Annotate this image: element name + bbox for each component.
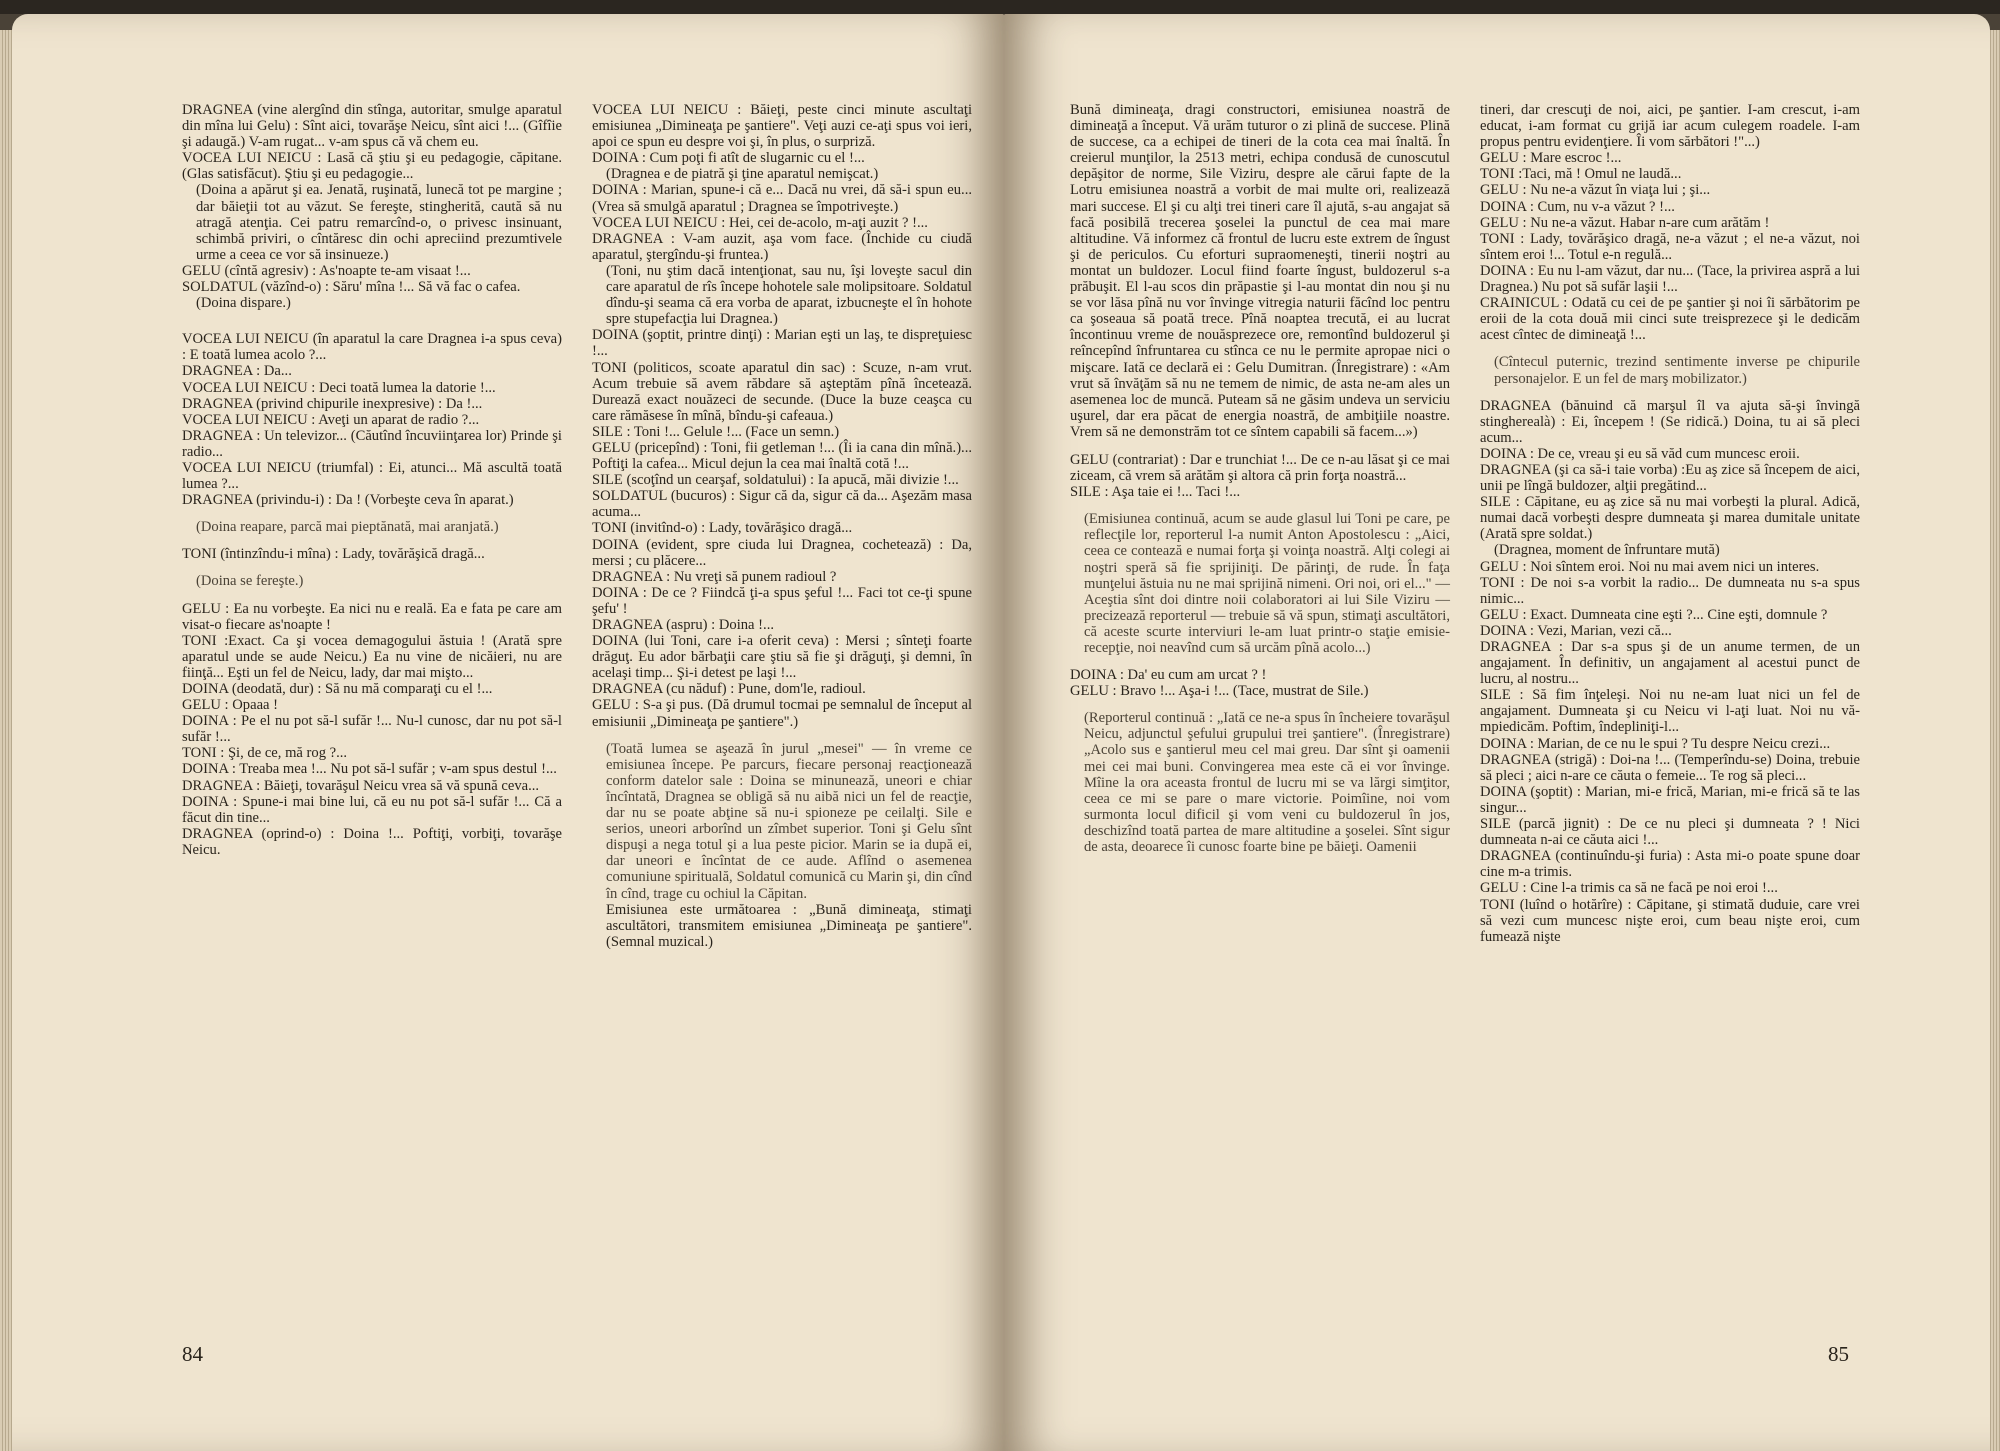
stage-direction: (Cîntecul puternic, trezind sentimente inverse pe chipurile personajelor. E un fel de marş mobilizator.) <box>1494 354 1860 387</box>
paragraph: DOINA : Vezi, Marian, vezi că... <box>1480 622 1672 639</box>
paragraph: DOINA (lui Toni, care i-a oferit ceva) : Mersi ; sînteţi foarte drăguţ. Eu ador bărbaţii care ştiu să fie şi drăguţi, şi demni, în acelaşi timp... Şi-i detest pe laşi !... <box>592 633 972 682</box>
paragraph: DOINA (şoptit) : Marian, mi-e frică, Marian, mi-e frică să te las singur... <box>1480 783 1860 816</box>
paragraph: DOINA (evident, spre ciuda lui Dragnea, cochetează) : Da, mersi ; cu plăcere... <box>592 536 972 569</box>
paragraph: DRAGNEA (strigă) : Doi-na !... (Temperîndu-se) Doina, trebuie să pleci ; aici n-are ce căuta o femeie... Te rog să pleci... <box>1480 751 1860 784</box>
stage-direction: Emisiunea este următoarea : „Bună dimineaţa, stimaţi ascultători, transmitem emisiunea „Dimineaţa pe şantiere". (Semnal muzical.) <box>606 901 972 950</box>
paragraph: GELU : Nu ne-a văzut în viaţa lui ; şi... <box>1480 182 1711 199</box>
stage-direction: (Toată lumea se aşează în jurul „mesei" — în vreme ce emisiunea începe. Pe parcurs, fiecare personaj reacţionează conform datelor sale : Doina se minunează, uneori e chiar încîntată, Dragnea se obligă să nu aibă nici un fel de reacţie, dar nu se poate abţine să nu-i spioneze pe ceilalţi. Sile e serios, uneori arborînd un zîmbet superior. Toni şi Gelu sînt dispuşi a nega totul şi a lua peste picior. Marin se ia după ei, dar uneori e încîntat de ce aude. Aflînd o asemenea comuniune spirituală, Soldatul comunică cu Marin şi, din cînd în cînd, trage cu ochiul la Căpitan. <box>606 740 972 902</box>
paragraph: DOINA : De ce ? Fiindcă ţi-a spus şeful !... Faci tot ce-ţi spune şefu' ! <box>592 584 972 617</box>
paragraph: SILE : Căpitane, eu aş zice să nu mai vorbeşti la plural. Adică, numai dacă vorbeşti despre dumneata şi marea dumitale unitate (Arată spre soldat.) <box>1480 494 1860 543</box>
page-number-left: 84 <box>182 1342 203 1366</box>
paragraph: DRAGNEA : Dar s-a spus şi de un anume termen, de un angajament. În definitiv, un angajament al acestui punct de lucru, al nostru... <box>1480 639 1860 688</box>
stage-direction: (Emisiunea continuă, acum se aude glasul lui Toni pe care, pe reflecţile lor, reporterul l-a numit Anton Apostolescu : „Aici, ceea ce contează e numai forţa şi voinţa noastră. Alţi colegi ai noştri speră să fie sprijiniţi. De părinţi, de rude. În faţa munţelui ăstuia nu ne mai sprijină nimeni. Ori noi, ori el..." — Aceştia sînt doi dintre noii colaboratori ai lui Sile Viziru — precizează reporterul — trebuie să vă spun, stimaţi ascultători, că aceste scurte interviuri le-am luat printr-o staţie emisie-recepţie, noi neavînd cum să urcăm pînă acolo...) <box>1084 511 1450 656</box>
paragraph: VOCEA LUI NEICU : Lasă că ştiu şi eu pedagogie, căpitane. (Glas satisfăcut). Ştiu şi eu pedagogie... <box>182 150 562 183</box>
paragraph: GELU : Mare escroc !... <box>1480 150 1622 167</box>
stage-direction: (Doina reapare, parcă mai pieptănată, mai aranjată.) <box>196 519 499 536</box>
paragraph: TONI :Taci, mă ! Omul ne laudă... <box>1480 166 1682 183</box>
stage-direction: (Dragnea, moment de înfruntare mută) <box>1494 542 1720 559</box>
paragraph: DRAGNEA (bănuind că marşul îl va ajuta să-şi învingă stingherealà) : Ei, începem ! (Se ridică.) Doina, tu ai să pleci acum... <box>1480 397 1860 446</box>
paragraph: DOINA : Pe el nu pot să-l sufăr !... Nu-l cunosc, dar nu pot să-l sufăr !... <box>182 713 562 746</box>
paragraph: VOCEA LUI NEICU : Hei, cei de-acolo, m-aţi auzit ? !... <box>592 214 928 231</box>
paragraph: TONI : Şi, de ce, mă rog ?... <box>182 745 348 762</box>
paragraph: DRAGNEA (privind chipurile inexpresive) : Da !... <box>182 395 483 412</box>
paragraph: VOCEA LUI NEICU : Deci toată lumea la datorie !... <box>182 379 496 396</box>
paragraph: DOINA : Marian, de ce nu le spui ? Tu despre Neicu crezi... <box>1480 735 1831 752</box>
paragraph: SOLDATUL (văzînd-o) : Săru' mîna !... Să vă fac o cafea. <box>182 279 521 296</box>
paragraph: DRAGNEA : Da... <box>182 363 292 380</box>
paragraph: TONI : Lady, tovărăşico dragă, ne-a văzut ; el ne-a văzut, noi sîntem eroi !... Totul e-n regulă... <box>1480 230 1860 263</box>
paragraph: GELU : S-a şi pus. (Dă drumul tocmai pe semnalul de început al emisiunii „Dimineaţa pe şantiere".) <box>592 697 972 730</box>
stage-direction: (Reporterul continuă : „Iată ce ne-a spus în încheiere tovarăşul Neicu, adjunctul şefului grupului trei şantiere". (Înregistrare) „Acolo sus e şantierul meu cel mai greu. Dar sînt şi oamenii mei cei mai buni. Convingerea mea este că ei vor învinge. Mîine la ora aceasta frontul de lucru mi se va lărgi simţitor, ceea ce mi se pare o mare victorie. Poimîine, noi vom surmonta locul dificil şi vom veni cu buldozerul în jos, deschizînd toată partea de mare altitudine a şoselei. Sînt sigur de asta, deoarece îi cunosc foarte bine pe băieţi. Oamenii <box>1084 710 1450 856</box>
paragraph: SILE (parcă jignit) : De ce nu pleci şi dumneata ? ! Nici dumneata n-ai ce căuta aici !... <box>1480 816 1860 849</box>
paragraph: DRAGNEA (continuîndu-şi furia) : Asta mi-o poate spune doar cine m-a trimis. <box>1480 848 1860 881</box>
paragraph: TONI (întinzîndu-i mîna) : Lady, tovărăşică dragă... <box>182 546 485 563</box>
paragraph: SILE (scoţînd un cearşaf, soldatului) : Ia apucă, măi divizie !... <box>592 472 959 489</box>
paragraph: DRAGNEA : Băieţi, tovarăşul Neicu vrea să vă spună ceva... <box>182 777 540 794</box>
right-page-column-2 <box>1480 102 1860 945</box>
stage-direction: (Dragnea e de piatră şi ţine aparatul nemişcat.) <box>606 166 879 183</box>
paragraph: DRAGNEA (vine alergînd din stînga, autoritar, smulge aparatul din mîna lui Gelu) : Sînt aici, tovarăşe Neicu, sînt aici !... (Gîfîie şi adaugă.) V-am rugat... v-am spus că vă chem eu. <box>182 102 562 151</box>
paragraph: DOINA : Marian, spune-i că e... Dacă nu vrei, dă să-i spun eu... (Vrea să smulgă aparatul ; Dragnea se împotriveşte.) <box>592 182 972 215</box>
paragraph: DRAGNEA : Nu vreţi să punem radioul ? <box>592 568 837 585</box>
paragraph: GELU (contrariat) : Dar e trunchiat !... De ce n-au lăsat şi ce mai ziceam, că vrem să arătăm şi altora că prin forţa noastră... <box>1070 451 1450 485</box>
page-number-right: 85 <box>1828 1342 1849 1366</box>
paragraph: GELU (cîntă agresiv) : As'noapte te-am visaat !... <box>182 262 471 279</box>
paragraph: SILE : Să fim înţeleşi. Noi nu ne-am luat nici un fel de angajament. Dumneata şi cu Neicu vi l-aţi luat. Noi nu vă-mpiedicăm. Poftim, îndepliniţi-l... <box>1480 687 1860 736</box>
left-page-column-2 <box>592 102 972 950</box>
paragraph: DOINA (şoptit, printre dinţi) : Marian eşti un laş, te dispreţuiesc !... <box>592 327 972 360</box>
paragraph: DOINA : Da' eu cum am urcat ? ! <box>1070 667 1267 684</box>
paragraph: CRAINICUL : Odată cu cei de pe şantier şi noi îi sărbătorim pe eroii de la cota două mii cinci sute treisprezece şi le dedicăm acest cîntec de dimineaţă !... <box>1480 295 1860 344</box>
paragraph: DOINA : Spune-i mai bine lui, că eu nu pot să-l sufăr !... Că a făcut din tine... <box>182 793 562 826</box>
paragraph: GELU : Ea nu vorbeşte. Ea nici nu e reală. Ea e fata pe care am visat-o fiecare as'noapte ! <box>182 600 562 633</box>
book-top-edge <box>0 0 2000 14</box>
stage-direction: (Doina se fereşte.) <box>196 573 304 590</box>
paragraph: GELU : Noi sîntem eroi. Noi nu mai avem nici un interes. <box>1480 558 1820 575</box>
paragraph: GELU : Bravo !... Aşa-i !... (Tace, mustrat de Sile.) <box>1070 683 1369 700</box>
paragraph: TONI : De noi s-a vorbit la radio... De dumneata nu s-a spus nimic... <box>1480 574 1860 607</box>
paragraph: DRAGNEA : Un televizor... (Căutînd încuviinţarea lor) Prinde şi radio... <box>182 427 562 460</box>
paragraph: DOINA : De ce, vreau şi eu să văd cum muncesc eroii. <box>1480 445 1800 462</box>
paragraph: GELU : Cine l-a trimis ca să ne facă pe noi eroi !... <box>1480 880 1778 897</box>
paragraph: TONI (invitînd-o) : Lady, tovărăşico dragă... <box>592 520 853 537</box>
paragraph: DOINA (deodată, dur) : Să nu mă comparaţi cu el !... <box>182 681 493 697</box>
paragraph: DRAGNEA (cu năduf) : Pune, dom'le, radioul. <box>592 681 866 698</box>
paragraph: tineri, dar crescuţi de noi, aici, pe şantier. I-am crescut, i-am educat, i-am format cu grijă iar acum culegem roadele. I-am propus pentru evidenţiere. Îi vom sărbători !"...) <box>1480 102 1860 151</box>
left-page <box>12 14 1004 1451</box>
stage-direction: (Doina dispare.) <box>196 295 291 312</box>
paragraph: DOINA : Cum poţi fi atît de slugarnic cu el !... <box>592 150 865 167</box>
paragraph: DRAGNEA (aspru) : Doina !... <box>592 617 774 633</box>
paragraph: Bună dimineaţa, dragi constructori, emisiunea noastră de dimineaţă a început. Vă urăm tuturor o zi plină de succese. Plină de succese, ca a echipei de tineri de la cota cea mai înaltă. În creierul munţilor, la 2513 metri, echipa condusă de cunoscutul depăşitor de norme, Sile Viziru, despre ale cărui fapte de la Lotru emisiunea noastră a vorbit de mai multe ori, realizează mari succese. El şi cu alţi trei tineri care îl ajută, s-au angajat să facă posibilă trecerea şoselei la punctul de cea mai mare altitudine. Vă informez că frontul de lucru este extrem de îngust şi de periculos. Cu eforturi supraomeneşti, tinerii noştri au montat un buldozer. Locul fiind foarte îngust, buldozerul s-a prăbuşit. El l-au scos din prăpastie şi l-au montat din nou şi nu se vor lăsa pînă nu vor învinge vitregia naturii făcînd loc pentru ca şoseaua să poată trece. Pînă noaptea trecută, ei au lucrat încontinuu vreme de nouăsprezece ore, remontînd buldozerul şi reîncepînd înfruntarea cu stînca ce nu le permite apropae nici o mişcare. Iată ce declară ei : Gelu Dumitran. (Înregistrare) : «Am vrut să învăţăm să nu ne temem de nimic, de asta ne-am ales un asemenea loc de muncă. Puteam să ne găsim undeva un serviciu uşurel, dar era păcat de energia noastră, de ambiţiile noastre. Vrem să ne demonstrăm tot ce sîntem capabili să facem...») <box>1070 102 1450 440</box>
paragraph: GELU : Nu ne-a văzut. Habar n-are cum arătăm ! <box>1480 214 1770 231</box>
paragraph: DOINA : Eu nu l-am văzut, dar nu... (Tace, la privirea aspră a lui Dragnea.) Nu pot să sufăr laşii !... <box>1480 262 1860 296</box>
paragraph: DRAGNEA (oprind-o) : Doina !... Poftiţi, vorbiţi, tovarăşe Neicu. <box>182 825 562 858</box>
paragraph: TONI :Exact. Ca şi vocea demagogului ăstuia ! (Arată spre aparatul unde se aude Neicu.) Ea nu vine de nicăieri, nu are fiinţă... Eşti un fel de Neicu, lady, dar mai mişto... <box>182 632 562 681</box>
paragraph: TONI (politicos, scoate aparatul din sac) : Scuze, n-am vrut. Acum trebuie să avem răbdare să aşteptăm pînă încetează. Durează exact nouăzeci de secunde. (Duce la buze ceaşca cu care rămăsese în mînă, bîndu-şi cafeaua.) <box>592 359 972 424</box>
paragraph: DRAGNEA : V-am auzit, aşa vom face. (Închide cu ciudă aparatul, ştergîndu-şi fruntea.) <box>592 230 972 263</box>
paragraph: GELU : Opaaa ! <box>182 697 279 714</box>
stage-direction: (Toni, nu ştim dacă intenţionat, sau nu, îşi loveşte sacul din care aparatul de rîs începe hohotele sale molipsitoare. Soldatul dîndu-şi seama că era vorba de aparat, izbucneşte el în hohote spre stupefacţia lui Dragnea.) <box>606 262 972 328</box>
paragraph: VOCEA LUI NEICU (în aparatul la care Dragnea i-a spus ceva) : E toată lumea acolo ?... <box>182 331 562 364</box>
paragraph: DOINA : Treaba mea !... Nu pot să-l sufăr ; v-am spus destul !... <box>182 761 557 778</box>
paragraph: VOCEA LUI NEICU (triumfal) : Ei, atunci... Mă ascultă toată lumea ?... <box>182 459 562 493</box>
paragraph: SILE : Toni !... Gelule !... (Face un semn.) <box>592 423 840 440</box>
paragraph: SOLDATUL (bucuros) : Sigur că da, sigur că da... Aşezăm masa acuma... <box>592 488 972 521</box>
paragraph: TONI (luînd o hotărîre) : Căpitane, şi stimată duduie, care vrei să vezi cum muncesc nişte eroi, cum beau nişte eroi, cum fumează nişte <box>1480 896 1860 945</box>
paragraph: DOINA : Cum, nu v-a văzut ? !... <box>1480 198 1675 215</box>
paragraph: GELU (pricepînd) : Toni, fii getleman !... (Îi ia cana din mînă.)... Poftiţi la cafea... Micul dejun la cea mai înaltă cotă !... <box>592 439 972 473</box>
right-page-column-1 <box>1070 102 1450 855</box>
stage-direction: (Doina a apărut şi ea. Jenată, ruşinată, lunecă tot pe margine ; dar băieţii tot au văzut. Se fereşte, stingherită, caută să nu atragă atenţia. Cei patru remarcînd-o, o privesc insinuant, schimbă priviri, o cîntăresc din ochi apreciind prezumtivele urme a ceea ce vor să insinueze.) <box>196 182 562 263</box>
paragraph: SILE : Aşa taie ei !... Taci !... <box>1070 484 1241 501</box>
left-page-column-1 <box>182 102 562 858</box>
paragraph: DRAGNEA (privindu-i) : Da ! (Vorbeşte ceva în aparat.) <box>182 492 514 509</box>
paragraph: VOCEA LUI NEICU : Băieţi, peste cinci minute ascultaţi emisiunea „Dimineaţa pe şantiere". Veţi auzi ce-aţi spus voi ieri, apoi ce spun eu despre voi şi, în plus, o surpriză. <box>592 102 972 151</box>
right-page <box>1004 14 1990 1451</box>
paragraph: VOCEA LUI NEICU : Aveţi un aparat de radio ?... <box>182 411 480 428</box>
paragraph: DRAGNEA (şi ca să-i taie vorba) :Eu aş zice să începem de aici, unii pe lîngă buldozer, alţii pregătind... <box>1480 461 1860 495</box>
paragraph: GELU : Exact. Dumneata cine eşti ?... Cine eşti, domnule ? <box>1480 606 1828 623</box>
